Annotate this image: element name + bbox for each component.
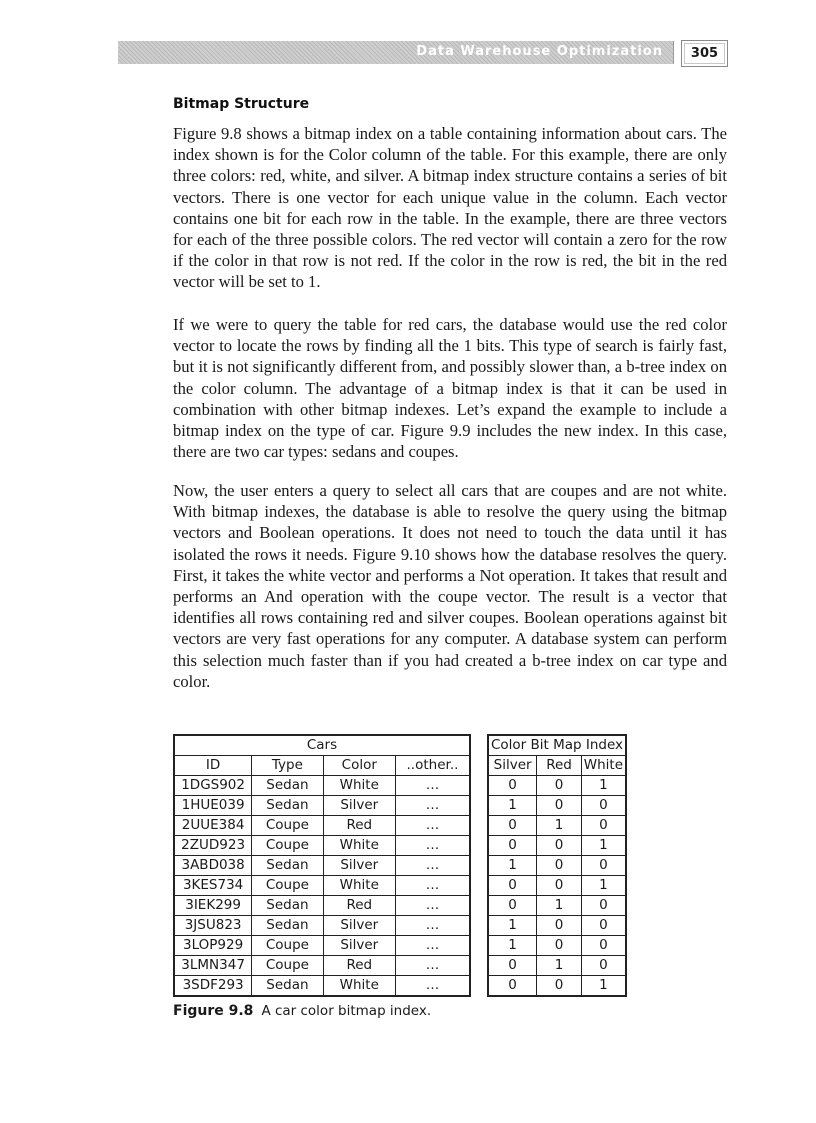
bitmap-table-cell: 0 xyxy=(488,876,537,896)
bitmap-table-cell: 0 xyxy=(488,896,537,916)
cars-table-column-header: ID xyxy=(174,756,252,776)
cars-table-cell: 2UUE384 xyxy=(174,816,252,836)
bitmap-table-cell: 0 xyxy=(537,796,582,816)
cars-table-cell: 2ZUD923 xyxy=(174,836,252,856)
bitmap-table-row xyxy=(488,776,626,796)
body-paragraph-1: Figure 9.8 shows a bitmap index on a table containing information about cars. The index shown is for the Color column of the table. For this example, there are only three colors: red, white, and silver. A bitmap index structure contains a series of bit vectors. There is one vector for each unique value in the column. Each vector contains one bit for each row in the table. In the example, there are three vectors for each of the three possible colors. The red vector will contain a zero for the row if the color in that row is not red. If the color in the row is red, the bit in the red vector will be set to 1. xyxy=(173,124,727,292)
cars-table-cell: … xyxy=(395,976,470,997)
section-heading: Bitmap Structure xyxy=(173,96,310,112)
bitmap-table-cell: 0 xyxy=(581,896,626,916)
cars-table-cell: 1HUE039 xyxy=(174,796,252,816)
cars-table-cell: Sedan xyxy=(252,896,323,916)
bitmap-table-row xyxy=(488,896,626,916)
cars-table-row xyxy=(174,916,470,936)
bitmap-table-row xyxy=(488,936,626,956)
cars-table-row xyxy=(174,956,470,976)
cars-table-cell: Red xyxy=(323,896,395,916)
cars-table-cell: 3SDF293 xyxy=(174,976,252,997)
bitmap-table-row xyxy=(488,916,626,936)
cars-table xyxy=(173,734,471,997)
bitmap-table-row xyxy=(488,876,626,896)
cars-table-cell: Silver xyxy=(323,856,395,876)
cars-table-column-header: ..other.. xyxy=(395,756,470,776)
cars-table-header-row xyxy=(174,756,470,776)
cars-table-row xyxy=(174,776,470,796)
figure-caption-label: Figure 9.8 xyxy=(173,1003,254,1019)
bitmap-table-row xyxy=(488,816,626,836)
cars-table-cell: Red xyxy=(323,956,395,976)
cars-table-cell: 3JSU823 xyxy=(174,916,252,936)
bitmap-table-column-header: Red xyxy=(537,756,582,776)
cars-table-cell: 3KES734 xyxy=(174,876,252,896)
bitmap-table-cell: 0 xyxy=(537,876,582,896)
bitmap-table-cell: 0 xyxy=(537,856,582,876)
cars-table-row xyxy=(174,796,470,816)
bitmap-table-cell: 1 xyxy=(488,856,537,876)
figure-caption xyxy=(173,1003,431,1019)
cars-table-row xyxy=(174,876,470,896)
cars-table-cell: Sedan xyxy=(252,976,323,997)
bitmap-table-cell: 1 xyxy=(537,896,582,916)
cars-table-cell: … xyxy=(395,916,470,936)
cars-table-cell: Silver xyxy=(323,796,395,816)
bitmap-table-body xyxy=(488,776,626,997)
bitmap-table-cell: 0 xyxy=(488,836,537,856)
body-paragraph-3: Now, the user enters a query to select all cars that are coupes and are not white. With bitmap indexes, the database is able to resolve the query using the bitmap vectors and Boolean operations. It does not need to touch the data until it has isolated the rows it needs. Figure 9.10 shows how the database resolves the query. First, it takes the white vector and performs a Not operation. It takes that result and performs an And operation with the coupe vector. The result is a vector that identifies all rows containing red and silver coupes. Boolean operations against bit vectors are very fast operations for any computer. A database system can perform this selection much faster than if you had created a b-tree index on car type and color. xyxy=(173,481,727,691)
bitmap-table-cell: 0 xyxy=(488,956,537,976)
bitmap-table-cell: 1 xyxy=(581,776,626,796)
cars-table-cell: … xyxy=(395,936,470,956)
bitmap-table-cell: 0 xyxy=(537,776,582,796)
cars-table-column-header: Type xyxy=(252,756,323,776)
bitmap-table-cell: 1 xyxy=(488,796,537,816)
running-title: Data Warehouse Optimization xyxy=(416,44,663,59)
bitmap-table-cell: 0 xyxy=(537,976,582,997)
bitmap-table-cell: 0 xyxy=(581,956,626,976)
cars-table-row xyxy=(174,896,470,916)
bitmap-table-cell: 0 xyxy=(537,836,582,856)
bitmap-table-cell: 0 xyxy=(581,856,626,876)
cars-table-cell: 3ABD038 xyxy=(174,856,252,876)
cars-table-row xyxy=(174,936,470,956)
cars-table-cell: … xyxy=(395,876,470,896)
cars-table-cell: Silver xyxy=(323,916,395,936)
bitmap-table-cell: 0 xyxy=(581,816,626,836)
cars-table-row xyxy=(174,816,470,836)
color-bitmap-index-table xyxy=(487,734,627,997)
bitmap-table-cell: 1 xyxy=(488,936,537,956)
bitmap-table-row xyxy=(488,836,626,856)
bitmap-table-row xyxy=(488,856,626,876)
cars-table-row xyxy=(174,856,470,876)
bitmap-table-cell: 0 xyxy=(581,796,626,816)
cars-table-cell: … xyxy=(395,796,470,816)
cars-table-cell: … xyxy=(395,776,470,796)
bitmap-table-title: Color Bit Map Index xyxy=(488,735,626,756)
cars-table-cell: 3LMN347 xyxy=(174,956,252,976)
cars-table-cell: Sedan xyxy=(252,856,323,876)
cars-table-cell: … xyxy=(395,956,470,976)
cars-table-body xyxy=(174,776,470,997)
cars-table-cell: Red xyxy=(323,816,395,836)
bitmap-table-cell: 0 xyxy=(537,936,582,956)
cars-table-cell: Coupe xyxy=(252,936,323,956)
cars-table-cell: 3IEK299 xyxy=(174,896,252,916)
cars-table-cell: Coupe xyxy=(252,836,323,856)
bitmap-table-cell: 1 xyxy=(537,956,582,976)
cars-table-cell: … xyxy=(395,856,470,876)
bitmap-table-cell: 0 xyxy=(581,936,626,956)
cars-table-cell: Coupe xyxy=(252,956,323,976)
cars-table-cell: Sedan xyxy=(252,796,323,816)
bitmap-table-cell: 1 xyxy=(581,976,626,997)
bitmap-table-cell: 0 xyxy=(488,976,537,997)
bitmap-table-cell: 0 xyxy=(488,776,537,796)
cars-table-cell: White xyxy=(323,876,395,896)
cars-table-column-header: Color xyxy=(323,756,395,776)
cars-table-cell: Sedan xyxy=(252,916,323,936)
bitmap-table-cell: 0 xyxy=(537,916,582,936)
cars-table-cell: … xyxy=(395,896,470,916)
bitmap-table-row xyxy=(488,976,626,997)
cars-table-cell: White xyxy=(323,836,395,856)
bitmap-table-row xyxy=(488,796,626,816)
cars-table-cell: White xyxy=(323,976,395,997)
bitmap-table-cell: 1 xyxy=(581,876,626,896)
cars-table-cell: White xyxy=(323,776,395,796)
figure-caption-text: A car color bitmap index. xyxy=(261,1003,432,1019)
cars-table-title: Cars xyxy=(174,735,470,756)
bitmap-table-cell: 1 xyxy=(537,816,582,836)
page-number: 305 xyxy=(681,40,728,67)
cars-table-cell: Coupe xyxy=(252,876,323,896)
bitmap-table-cell: 0 xyxy=(488,816,537,836)
bitmap-table-column-header: White xyxy=(581,756,626,776)
cars-table-row xyxy=(174,836,470,856)
bitmap-table-header-row xyxy=(488,756,626,776)
running-header-bar xyxy=(118,41,674,64)
cars-table-cell: 1DGS902 xyxy=(174,776,252,796)
bitmap-table-row xyxy=(488,956,626,976)
bitmap-table-cell: 0 xyxy=(581,916,626,936)
bitmap-table-column-header: Silver xyxy=(488,756,537,776)
body-paragraph-2: If we were to query the table for red cars, the database would use the red color vector to locate the rows by finding all the 1 bits. This type of search is fairly fast, but it is not significantly different from, and possibly slower than, a b-tree index on the color column. The advantage of a bitmap index is that it can be used in combination with other bitmap indexes. Let’s expand the example to include a bitmap index on the type of car. Figure 9.9 includes the new index. In this case, there are two car types: sedans and coupes. xyxy=(173,315,727,462)
cars-table-row xyxy=(174,976,470,997)
bitmap-table-cell: 1 xyxy=(488,916,537,936)
cars-table-cell: 3LOP929 xyxy=(174,936,252,956)
cars-table-cell: Silver xyxy=(323,936,395,956)
cars-table-cell: Coupe xyxy=(252,816,323,836)
cars-table-cell: Sedan xyxy=(252,776,323,796)
cars-table-cell: … xyxy=(395,836,470,856)
bitmap-table-cell: 1 xyxy=(581,836,626,856)
cars-table-cell: … xyxy=(395,816,470,836)
